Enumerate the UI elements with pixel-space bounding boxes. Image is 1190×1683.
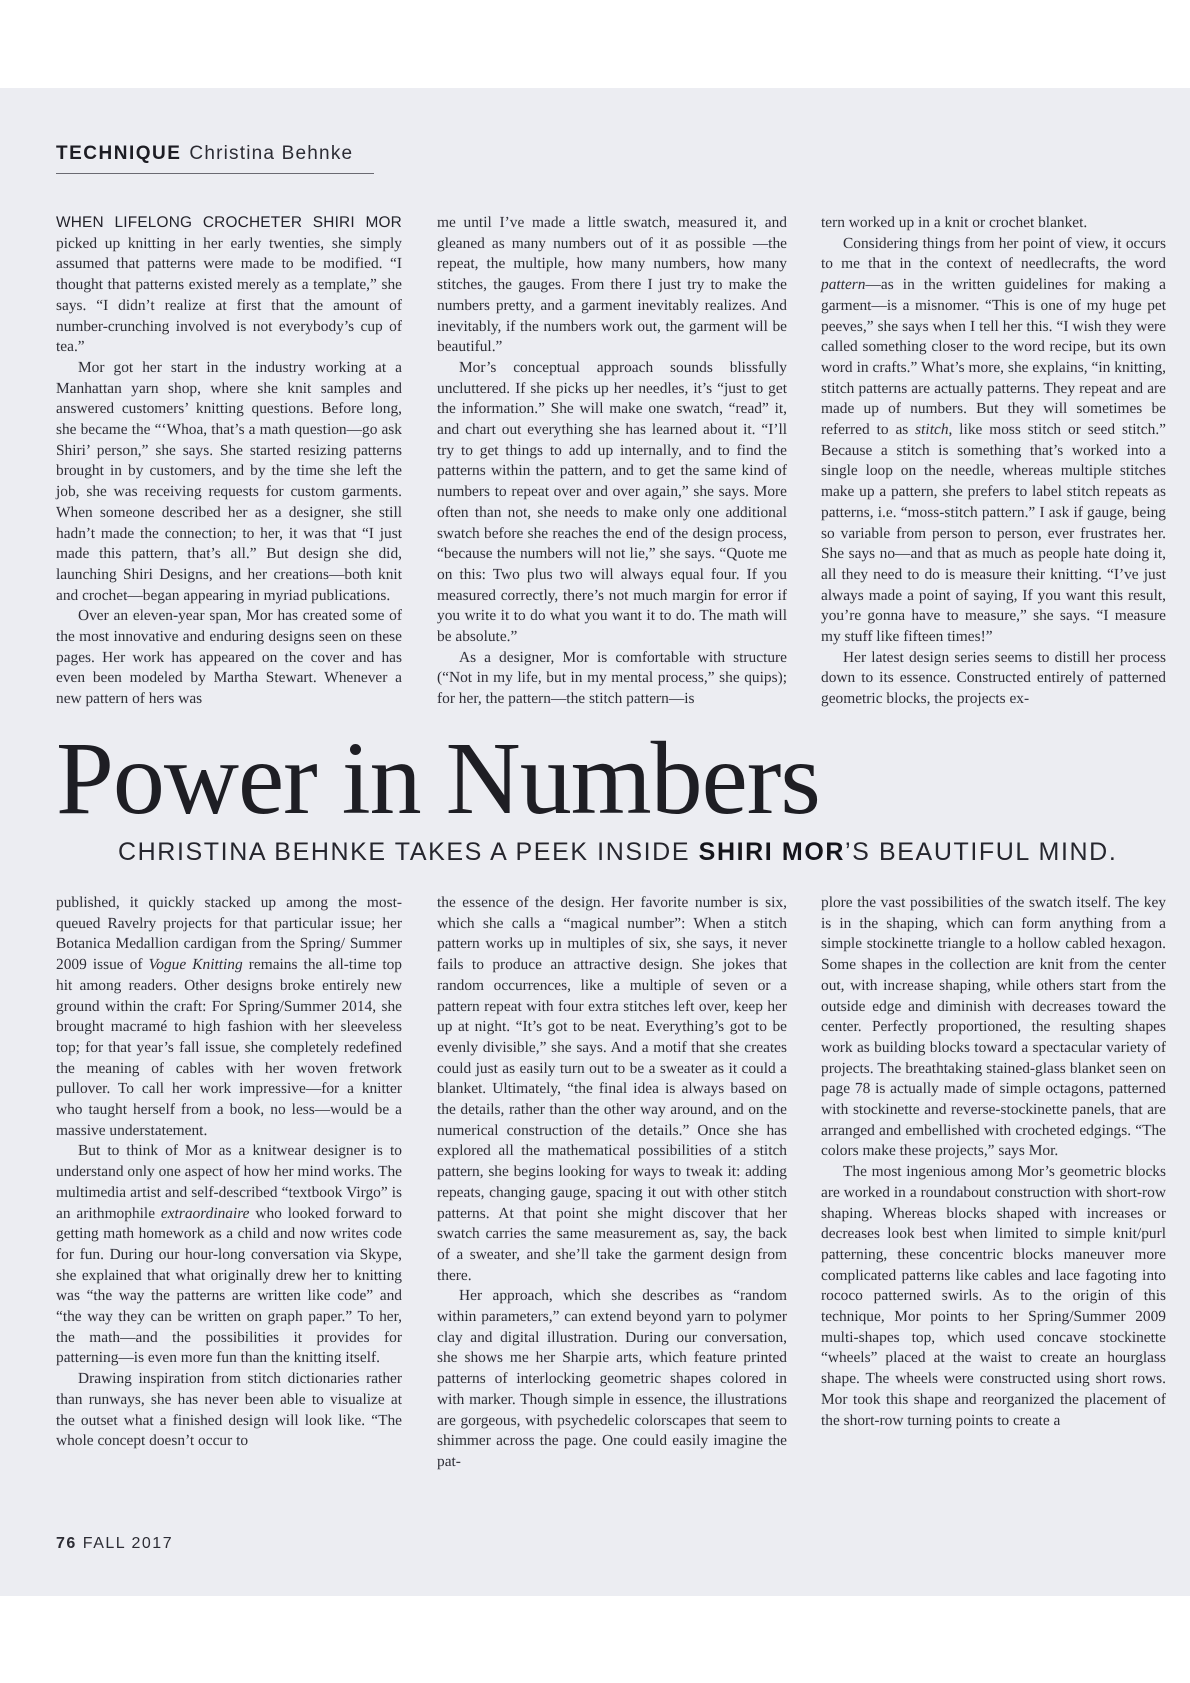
article-title: Power in Numbers xyxy=(56,721,820,836)
top-column-2 xyxy=(437,213,787,710)
deck-name: SHIRI MOR xyxy=(698,838,846,866)
top-column-3 xyxy=(821,213,1166,710)
author-byline: Christina Behnke xyxy=(189,143,354,164)
bottom-column-2 xyxy=(437,893,787,1473)
paragraph-text: But to think of Mor as a knitwear designer is to understand only one aspect of how her mind works. The multimedia artist and self-described “textbook Virgo” is an arithmophile xyxy=(56,1142,402,1222)
paragraph: tern worked up in a knit or crochet blanket. xyxy=(821,214,1088,231)
paragraph: Mor got her start in the industry working at a Manhattan yarn shop, where she knit samples and answered customers’ knitting questions. Before long, she became the “‘Whoa, that’s a math question—go ask Shiri’ person,” she says. She started resizing patterns brought in by customers, and by the time she left the job, she was receiving requests for custom garments. When someone described her as a designer, she still hadn’t made the connection; to her, it was that “I just made this pattern, that’s all.” But design she did, launching Shiri Designs, and her creations—both knit and crochet—began appearing in myriad publications. xyxy=(56,358,402,604)
paragraph: Over an eleven-year span, Mor has created some of the most innovative and enduring designs seen on these pages. Her work has appeared on the cover and has even been modeled by Martha Stewart. Whenever a new pattern of hers was xyxy=(56,607,402,708)
issue-label: FALL 2017 xyxy=(82,1535,174,1552)
italic-term: extraordinaire xyxy=(160,1204,250,1222)
paragraph xyxy=(821,234,1166,648)
deck-text: CHRISTINA BEHNKE TAKES A PEEK INSIDE xyxy=(118,838,699,866)
section-label: TECHNIQUE xyxy=(56,143,182,164)
paragraph: Her approach, which she describes as “random within parameters,” can extend beyond yarn to polymer clay and digital illustration. During our conversation, she shows me her Sharpie arts, which feature printed patterns of interlocking geometric shapes colored in with marker. Though simple in essence, the illustrations are gorgeous, with psychedelic colorscapes that seem to shimmer across the page. One could easily imagine the pat- xyxy=(437,1287,787,1470)
bottom-column-1 xyxy=(56,893,402,1452)
section-header xyxy=(56,143,374,174)
paragraph-text: published, it quickly stacked up among the most-queued Ravelry projects for that particular issue; her Botanica Medallion cardigan from the Spring/ Summer 2009 issue of xyxy=(56,894,402,974)
top-column-1 xyxy=(56,213,402,710)
paragraph: the essence of the design. Her favorite number is six, which she calls a “magical number”: When a stitch pattern works up in multiples of six, she says, it never fails to produce an attractive design. She jokes that random occurrences, like a multiple of seven or a pattern repeat with four extra stitches left over, keep her up at night. “It’s got to be neat. Everything’s got to be evenly divisible,” she says. And a motif that she creates could just as easily turn out to be a sweater as it could a blanket. Ultimately, “the final idea is always based on the details, rather than the other way around, and on the numerical construction of the details.” Once she has explored all the mathematical possibilities of a stitch pattern, she begins looking for ways to tweak it: adding repeats, changing gauge, spacing it out with other stitch patterns. At that point she might discover that her swatch carries the same measurement as, say, the back of a sweater, and she’ll take the garment design from there. xyxy=(437,894,787,1284)
lead-in: WHEN LIFELONG CROCHETER SHIRI MOR xyxy=(56,214,402,231)
paragraph xyxy=(56,893,402,1141)
paragraph-text: , like moss stitch or seed stitch.” Because a stitch is something that’s worked into a single loop on the needle, whereas multiple stitches make up a pattern, she prefers to label stitch repeats as patterns, i.e. “moss-stitch pattern.” I ask if gauge, being so variable from person to person, ever frustrates her. She says no—and that as much as people hate doing it, all they need to do is measure their knitting. “I’ve just always made a point of saying, If you want this result, you’re gonna have to measure,” she says. “I measure my stuff like fifteen times!” xyxy=(821,421,1166,646)
paragraph-text: —as in the written guidelines for making a garment—is a misnomer. “This is one of my huge pet peeves,” she says when I tell her this. “I wish they were called something closer to the word recipe, but its own word in crafts.” What’s more, she explains, “in knitting, stitch patterns are actually patterns. They repeat and are made up of numbers. But they will sometimes be referred to as xyxy=(821,276,1166,439)
deck-text: ’S BEAUTIFUL MIND. xyxy=(845,838,1118,866)
paragraph: As a designer, Mor is comfortable with structure (“Not in my life, but in my mental process,” she quips); for her, the pattern—the stitch pattern—is xyxy=(437,648,787,708)
italic-term: pattern xyxy=(821,276,866,294)
bottom-column-3 xyxy=(821,893,1166,1431)
paragraph: Drawing inspiration from stitch dictionaries rather than runways, she has never been able to visualize at the outset what a finished design will look like. “The whole concept doesn’t occur to xyxy=(56,1370,402,1450)
paragraph-text: Considering things from her point of view, it occurs to me that in the context of needlecrafts, the word xyxy=(821,234,1166,273)
paragraph-text: who looked forward to getting math homework as a child and now writes code for fun. During our hour-long conversation via Skype, she explained that what originally drew her to knitting was “the way the patterns are written like code” and “the way they can be written on graph paper.” To her, the math—and the possibilities it provides for patterning—is even more fun than the knitting itself. xyxy=(56,1204,403,1367)
italic-term: stitch xyxy=(915,421,949,439)
page-number: 76 xyxy=(56,1535,77,1552)
page-footer xyxy=(56,1535,173,1553)
article-deck xyxy=(118,838,1117,867)
paragraph: plore the vast possibilities of the swatch itself. The key is in the shaping, which can form anything from a simple stockinette triangle to a hollow cabled hexagon. Some shapes in the collection are knit from the center out, with increase shaping, while others start from the outside edge and diminish with decreases toward the center. Perfectly proportioned, the resulting shapes work as building blocks toward a spectacular variety of projects. The breathtaking stained-glass blanket seen on page 78 is actually made of simple octagons, patterned with stockinette and reverse-stockinette panels, that are arranged and embellished with crocheted edgings. “The colors make these projects,” says Mor. xyxy=(821,894,1166,1160)
italic-title: Vogue Knitting xyxy=(148,956,243,974)
paragraph xyxy=(56,213,402,358)
paragraph xyxy=(56,1141,402,1369)
paragraph: The most ingenious among Mor’s geometric blocks are worked in a roundabout construction with short-row shaping. Whereas blocks shaped with increases or decreases look best when limited to simple knit/purl patterning, these concentric blocks maneuver more complicated patterns like cables and lace fagoting into rococo patterned swirls. As to the origin of this technique, Mor points to her Spring/Summer 2009 multi-shapes top, which used concave stockinette “wheels” placed at the waist to create an hourglass shape. The wheels were constructed using short rows. Mor took this shape and reorganized the placement of the short-row turning points to create a xyxy=(821,1163,1166,1429)
paragraph: me until I’ve made a little swatch, measured it, and gleaned as many numbers out of it as possible —the repeat, the multiple, how many numbers, how many stitches, the gauges. From there I just try to make the numbers pretty, and a garment inevitably realizes. And inevitably, if the numbers work out, the garment will be beautiful.” xyxy=(437,214,787,356)
paragraph: Her latest design series seems to distill her process down to its essence. Constructed entirely of patterned geometric blocks, the projects ex- xyxy=(821,648,1166,708)
paragraph: Mor’s conceptual approach sounds blissfully uncluttered. If she picks up her needles, it’s “just to get the information.” She will make one swatch, “read” it, and chart out everything she has learned about it. “I’ll try to get things to add up internally, and to find the patterns within the pattern, and to get the same kind of numbers to repeat over and over again,” she says. More often than not, she needs to make only one additional swatch before she reaches the end of the design process, “because the numbers will not lie,” she says. “Quote me on this: Two plus two will always equal four. If you measured correctly, there’s not much margin for error if you write it to do what you want it to do. The math will be absolute.” xyxy=(437,358,787,646)
paragraph-text: picked up knitting in her early twenties, she simply assumed that patterns were made to be modified. “I thought that patterns existed merely as a template,” she says. “I didn’t realize at first that the amount of number-crunching involved is not everybody’s cup of tea.” xyxy=(56,234,402,356)
paragraph-text: remains the all-time top hit among readers. Other designs broke entirely new ground within the craft: For Spring/Summer 2014, she brought macramé to high fashion with her sleeveless top; for that year’s fall issue, she completely redefined the meaning of cables with her woven fretwork pullover. To call her work impressive—for a knitter who taught herself from a book, no less—would be a massive understatement. xyxy=(56,956,402,1139)
